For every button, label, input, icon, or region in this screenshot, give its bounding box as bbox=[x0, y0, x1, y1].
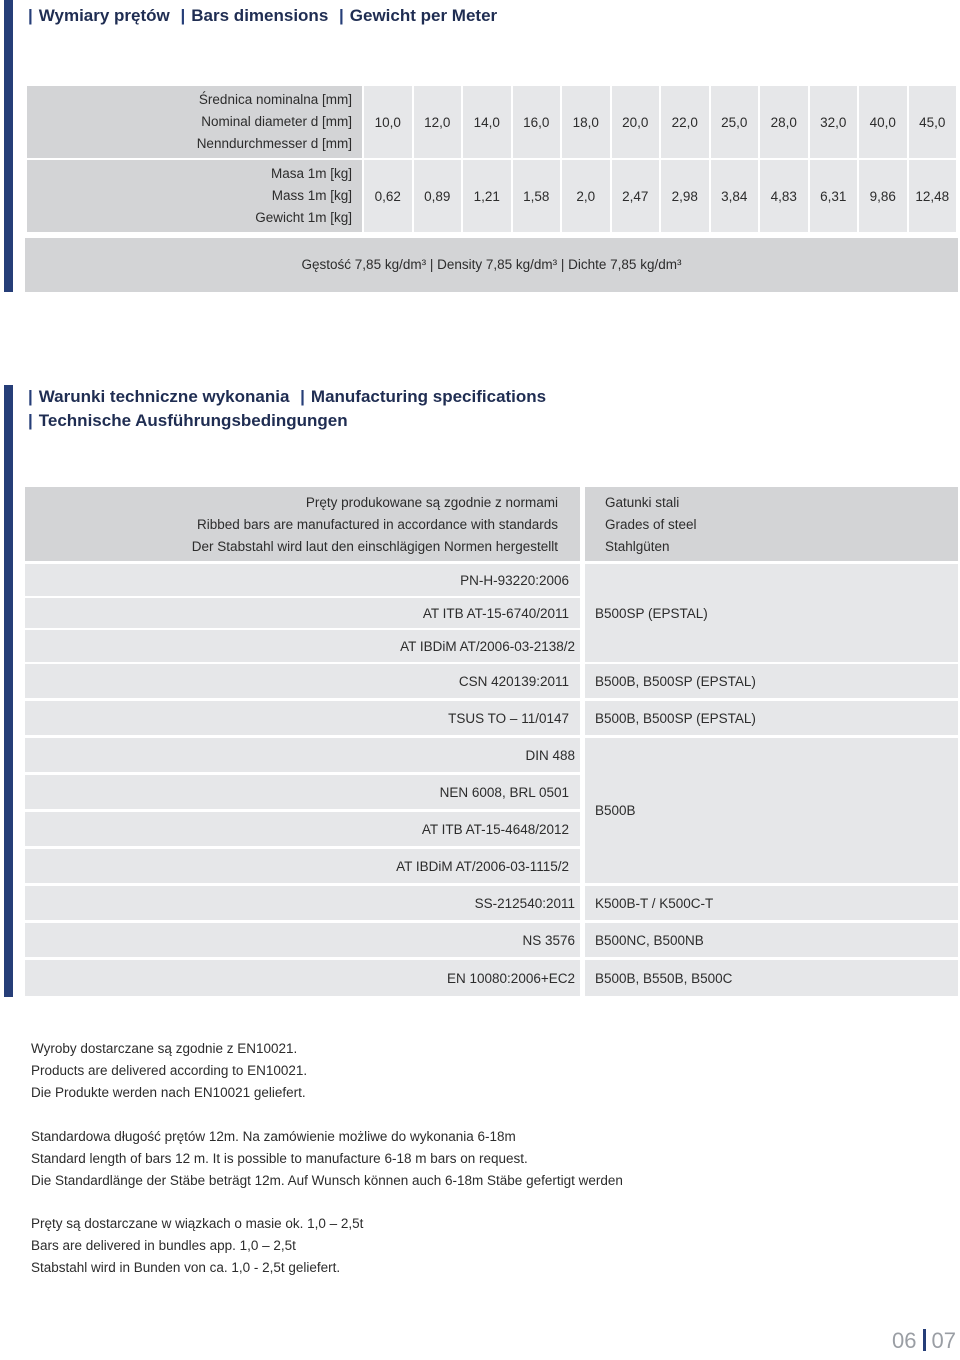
mass-cell: 2,0 bbox=[562, 160, 610, 232]
grade-text: B500NC, B500NB bbox=[595, 932, 704, 948]
mass-cell: 1,21 bbox=[463, 160, 511, 232]
mass-cell: 1,58 bbox=[513, 160, 561, 232]
label-line: Masa 1m [kg] bbox=[270, 166, 352, 181]
standard-cell bbox=[25, 886, 580, 920]
note-line: Stabstahl wird in Bunden von ca. 1,0 - 2,5t geliefert. bbox=[31, 1260, 341, 1275]
note-line: Pręty są dostarczane w wiązkach o masie ok. 1,0 – 2,5t bbox=[31, 1216, 364, 1231]
standard-cell bbox=[25, 664, 580, 698]
mass-cell: 6,31 bbox=[810, 160, 858, 232]
grade-text: B500SP (EPSTAL) bbox=[595, 605, 708, 621]
standards-header bbox=[25, 487, 580, 561]
accent-bar-top bbox=[4, 0, 13, 292]
note-line: Bars are delivered in bundles app. 1,0 – 2,5t bbox=[31, 1238, 296, 1253]
mass-cell: 3,84 bbox=[711, 160, 759, 232]
standard-text: AT ITB AT-15-6740/2011 bbox=[422, 605, 569, 621]
header-line: Pręty produkowane są zgodnie z normami bbox=[305, 495, 558, 510]
grade-text: B500B, B500SP (EPSTAL) bbox=[595, 710, 756, 726]
standard-cell bbox=[25, 960, 580, 996]
section-title-dimensions: | Wymiary prętów | Bars dimensions | Gewicht per Meter bbox=[28, 6, 498, 25]
standard-cell bbox=[25, 738, 580, 772]
title-pl: Warunki techniczne wykonania bbox=[38, 387, 290, 406]
page-number-right: 07 bbox=[931, 1328, 956, 1353]
diameter-cell: 22,0 bbox=[661, 86, 709, 158]
standard-cell bbox=[25, 775, 580, 809]
header-line: Gatunki stali bbox=[605, 495, 680, 510]
title-en: Manufacturing specifications bbox=[310, 387, 547, 406]
standard-cell bbox=[25, 812, 580, 846]
page-numbers bbox=[892, 1328, 956, 1354]
mass-cell: 4,83 bbox=[760, 160, 808, 232]
mass-cell: 0,62 bbox=[364, 160, 412, 232]
standard-text: PN-H-93220:2006 bbox=[460, 572, 569, 588]
diameter-cell: 40,0 bbox=[859, 86, 907, 158]
title-de: Gewicht per Meter bbox=[349, 6, 498, 25]
mass-cell: 2,98 bbox=[661, 160, 709, 232]
mass-cell: 0,89 bbox=[414, 160, 462, 232]
grades-header bbox=[585, 487, 958, 561]
page-number-left: 06 bbox=[892, 1328, 917, 1353]
standard-text: NEN 6008, BRL 0501 bbox=[439, 784, 569, 800]
standard-text: TSUS TO – 11/0147 bbox=[448, 710, 569, 726]
diameter-cell: 12,0 bbox=[414, 86, 462, 158]
header-line: Grades of steel bbox=[605, 517, 697, 532]
header-line: Der Stabstahl wird laut den einschlägigen Normen hergestellt bbox=[191, 539, 558, 554]
diameter-cell: 20,0 bbox=[612, 86, 660, 158]
standard-cell bbox=[25, 923, 580, 957]
standard-cell bbox=[25, 564, 580, 596]
diameter-label bbox=[27, 86, 362, 158]
standard-cell bbox=[25, 598, 580, 628]
page-separator bbox=[923, 1329, 926, 1351]
note-line: Standardowa długość prętów 12m. Na zamówienie możliwe do wykonania 6-18m bbox=[31, 1129, 516, 1144]
diameter-cell: 16,0 bbox=[513, 86, 561, 158]
accent-bar-bottom bbox=[4, 385, 13, 997]
mass-label bbox=[27, 160, 362, 232]
standard-text: EN 10080:2006+EC2 bbox=[447, 970, 575, 986]
grade-text: B500B, B500SP (EPSTAL) bbox=[595, 673, 756, 689]
label-line: Nominal diameter d [mm] bbox=[201, 114, 352, 129]
diameter-cell: 32,0 bbox=[810, 86, 858, 158]
label-line: Mass 1m [kg] bbox=[271, 188, 352, 203]
standard-text: CSN 420139:2011 bbox=[458, 673, 569, 689]
note-bar-length bbox=[31, 1126, 623, 1192]
label-line: Średnica nominalna [mm] bbox=[198, 92, 352, 107]
diameter-cell: 10,0 bbox=[364, 86, 412, 158]
label-line: Nenndurchmesser d [mm] bbox=[196, 136, 352, 151]
mass-cell: 12,48 bbox=[909, 160, 957, 232]
note-bundles bbox=[31, 1213, 363, 1279]
note-line: Die Produkte werden nach EN10021 geliefert. bbox=[31, 1085, 306, 1100]
standard-text: AT IBDiM AT/2006-03-1115/2 bbox=[396, 858, 569, 874]
diameter-cell: 18,0 bbox=[562, 86, 610, 158]
mass-row bbox=[27, 160, 956, 232]
density-row: Gęstość 7,85 kg/dm³ | Density 7,85 kg/dm³ | Dichte 7,85 kg/dm³ bbox=[25, 238, 958, 292]
note-line: Die Standardlänge der Stäbe beträgt 12m. Auf Wunsch können auch 6-18m Stäbe gefertigt werden bbox=[31, 1173, 623, 1188]
grade-cell bbox=[585, 960, 958, 996]
grade-text: K500B-T / K500C-T bbox=[595, 895, 714, 911]
grade-text: B500B bbox=[595, 803, 636, 818]
standard-text: NS 3576 bbox=[522, 932, 575, 948]
diameter-row bbox=[27, 86, 956, 158]
title-pl: Wymiary prętów bbox=[38, 6, 170, 25]
note-line: Products are delivered according to EN10021. bbox=[31, 1063, 308, 1078]
note-line: Standard length of bars 12 m. It is possible to manufacture 6-18 m bars on request. bbox=[31, 1151, 528, 1166]
dimensions-table bbox=[25, 84, 958, 234]
diameter-cell: 14,0 bbox=[463, 86, 511, 158]
section-title-specifications-de: | Technische Ausführungsbedingungen bbox=[28, 411, 348, 430]
diameter-cell: 45,0 bbox=[909, 86, 957, 158]
standard-text: DIN 488 bbox=[525, 747, 575, 763]
note-delivery-standard bbox=[31, 1038, 307, 1104]
standard-cell bbox=[25, 630, 580, 662]
header-line: Ribbed bars are manufactured in accordance with standards bbox=[197, 517, 558, 532]
section-title-specifications: | Warunki techniczne wykonania | Manufacturing specifications bbox=[28, 387, 547, 406]
title-en: Bars dimensions bbox=[191, 6, 329, 25]
standard-text: SS-212540:2011 bbox=[474, 895, 575, 911]
grade-cell bbox=[585, 923, 958, 957]
grade-cell bbox=[585, 886, 958, 920]
diameter-cell: 28,0 bbox=[760, 86, 808, 158]
grade-cell bbox=[585, 701, 958, 735]
grade-cell bbox=[585, 738, 958, 883]
label-line: Gewicht 1m [kg] bbox=[255, 210, 352, 225]
mass-cell: 2,47 bbox=[612, 160, 660, 232]
grade-text: B500B, B550B, B500C bbox=[595, 970, 733, 986]
note-line: Wyroby dostarczane są zgodnie z EN10021. bbox=[31, 1041, 298, 1056]
grade-cell bbox=[585, 564, 958, 662]
mass-cell: 9,86 bbox=[859, 160, 907, 232]
diameter-cell: 25,0 bbox=[711, 86, 759, 158]
standard-text: AT IBDiM AT/2006-03-2138/2 bbox=[400, 638, 575, 654]
title-de: Technische Ausführungsbedingungen bbox=[38, 411, 348, 430]
grade-cell bbox=[585, 664, 958, 698]
header-line: Stahlgüten bbox=[605, 539, 670, 554]
standard-cell bbox=[25, 849, 580, 883]
standard-cell bbox=[25, 701, 580, 735]
standard-text: AT ITB AT-15-4648/2012 bbox=[421, 821, 569, 837]
